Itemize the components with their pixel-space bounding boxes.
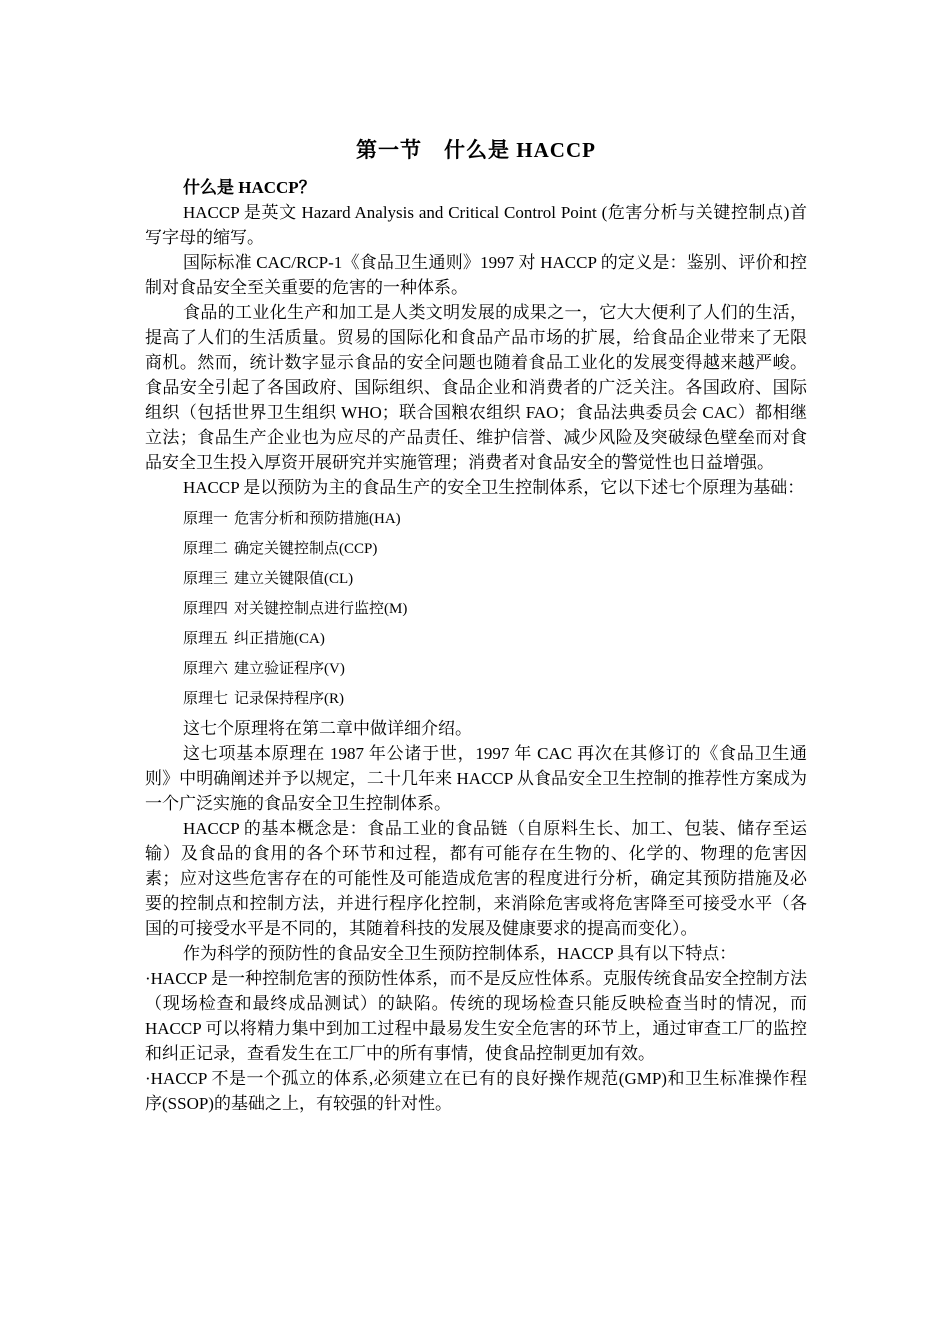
- principle-text: 危害分析和预防措施(HA): [234, 511, 401, 527]
- principle-number: 原理一: [183, 511, 229, 527]
- principle-number: 原理七: [183, 691, 229, 707]
- principle-item: [145, 534, 807, 564]
- document-page: [145, 134, 807, 1116]
- principle-text: 确定关键控制点(CCP): [234, 541, 378, 557]
- principles-list: [145, 504, 807, 714]
- bullet-preventive-system: ·HACCP 是一种控制危害的预防性体系，而不是反应性体系。克服传统食品安全控制方法（现场检查和最终成品测试）的缺陷。传统的现场检查只能反映检查当时的情况，而 HACCP 可以将精力集中到加工过程中最易发生安全危害的环节上，通过审查工厂的监控和纠正记录，查看发生在工厂中的所有事情，使食品控制更加有效。: [145, 969, 807, 1063]
- paragraph-history: 这七项基本原理在 1987 年公诸于世，1997 年 CAC 再次在其修订的《食品卫生通则》中明确阐述并予以规定，二十几年来 HACCP 从食品安全卫生控制的推荐性方案成为一个广泛实施的食品安全卫生控制体系。: [145, 744, 807, 813]
- principle-item: [145, 594, 807, 624]
- principle-text: 建立验证程序(V): [234, 661, 345, 677]
- principle-item: [145, 624, 807, 654]
- principle-text: 对关键控制点进行监控(M): [234, 601, 408, 617]
- paragraph-features-intro: 作为科学的预防性的食品安全卫生预防控制体系，HACCP 具有以下特点：: [183, 944, 737, 963]
- paragraph-background: 食品的工业化生产和加工是人类文明发展的成果之一，它大大便利了人们的生活，提高了人们的生活质量。贸易的国际化和食品产品市场的扩展，给食品企业带来了无限商机。然而，统计数字显示食品的安全问题也随着食品工业化的发展变得越来越严峻。食品安全引起了各国政府、国际组织、食品企业和消费者的广泛关注。各国政府、国际组织（包括世界卫生组织 WHO；联合国粮农组织 FAO；食品法典委员会 CAC）都相继立法；食品生产企业也为应尽的产品责任、维护信誉、减少风险及突破绿色壁垒而对食品安全卫生投入厚资开展研究并实施管理；消费者对食品安全的警觉性也日益增强。: [145, 303, 807, 472]
- principle-text: 记录保持程序(R): [234, 691, 345, 707]
- bullet-gmp-ssop-basis: ·HACCP 不是一个孤立的体系,必须建立在已有的良好操作规范(GMP)和卫生标准操作程序(SSOP)的基础之上，有较强的针对性。: [145, 1069, 807, 1113]
- principle-item: [145, 564, 807, 594]
- principle-number: 原理二: [183, 541, 229, 557]
- section-title: 第一节 什么是 HACCP: [356, 138, 596, 162]
- principle-text: 纠正措施(CA): [234, 631, 325, 647]
- principle-number: 原理五: [183, 631, 229, 647]
- paragraph-definition: HACCP 是英文 Hazard Analysis and Critical Control Point (危害分析与关键控制点)首写字母的缩写。: [145, 203, 807, 247]
- paragraph-chapter-reference: 这七个原理将在第二章中做详细介绍。: [183, 719, 472, 738]
- principle-item: [145, 654, 807, 684]
- principle-number: 原理六: [183, 661, 229, 677]
- principle-item: [145, 504, 807, 534]
- principle-item: [145, 684, 807, 714]
- paragraph-standard-definition: 国际标准 CAC/RCP-1《食品卫生通则》1997 对 HACCP 的定义是：鉴别、评价和控制对食品安全至关重要的危害的一种体系。: [145, 253, 807, 297]
- paragraph-principles-intro: HACCP 是以预防为主的食品生产的安全卫生控制体系，它以下述七个原理为基础：: [183, 478, 805, 497]
- principle-number: 原理四: [183, 601, 229, 617]
- principle-text: 建立关键限值(CL): [234, 571, 354, 587]
- section-subheading: 什么是 HACCP？: [183, 178, 316, 197]
- paragraph-basic-concept: HACCP 的基本概念是：食品工业的食品链（自原料生长、加工、包装、储存至运输）及食品的食用的各个环节和过程，都有可能存在生物的、化学的、物理的危害因素；应对这些危害存在的可能性及可能造成危害的程度进行分析，确定其预防措施及必要的控制点和控制方法，并进行程序化控制，来消除危害或将危害降至可接受水平（各国的可接受水平是不同的，其随着科技的发展及健康要求的提高而变化）。: [145, 819, 807, 938]
- principle-number: 原理三: [183, 571, 229, 587]
